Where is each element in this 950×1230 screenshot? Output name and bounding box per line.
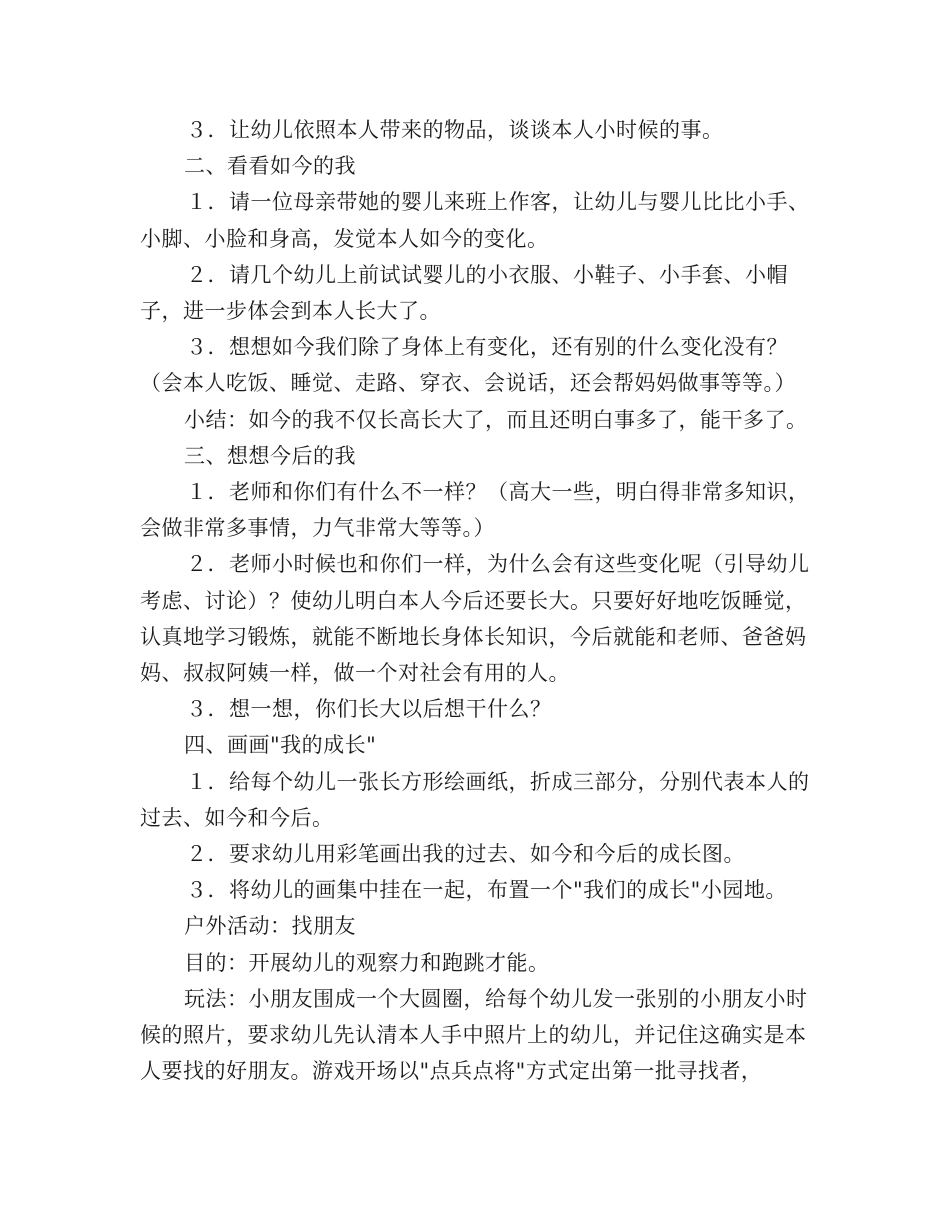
paragraph-gameplay: 玩法：小朋友围成一个大圆圈，给每个幼儿发一张别的小朋友小时候的照片，要求幼儿先认清本人手中照片上的幼儿，并记住这确实是本人要找的好朋友。游戏开场以"点兵点将"方式定出第一批寻找者， (140, 986, 808, 1084)
paragraph-step-1-teacher-difference: １．老师和你们有什么不一样？（高大一些，明白得非常多知识，会做非常多事情，力气非常大等等。） (140, 480, 810, 541)
paragraph-step-3-future-wish: ３．想一想，你们长大以后想干什么？ (186, 697, 552, 722)
section-heading-future: 三、想想今后的我 (184, 443, 356, 468)
document-body (140, 112, 820, 1089)
paragraph-step-1-paper: １．给每个幼儿一张长方形绘画纸，折成三部分，分别代表本人的过去、如今和今后。 (140, 769, 810, 830)
section-heading-now: 二、看看如今的我 (184, 154, 356, 179)
paragraph-step-3-other-changes: ３．想想如今我们除了身体上有变化，还有别的什么变化没有？（会本人吃饭、睡觉、走路、穿衣、会说话，还会帮妈妈做事等等。） (140, 335, 796, 396)
section-heading-outdoor: 户外活动：找朋友 (184, 914, 356, 939)
section-heading-drawing: 四、画画"我的成长" (184, 733, 377, 758)
paragraph-step-1-baby-visit: １．请一位母亲带她的婴儿来班上作客，让幼儿与婴儿比比小手、小脚、小脸和身高，发觉本人如今的变化。 (140, 190, 810, 251)
paragraph-purpose: 目的：开展幼儿的观察力和跑跳才能。 (184, 950, 550, 975)
paragraph-step-2-growth-discussion: ２．老师小时候也和你们一样，为什么会有这些变化呢（引导幼儿考虑、讨论）？使幼儿明白本人今后还要长大。只要好好地吃饭睡觉，认真地学习锻炼，就能不断地长身体长知识，今后就能和老师、爸爸妈妈、叔叔阿姨一样，做一个对社会有用的人。 (140, 552, 810, 686)
paragraph-summary: 小结：如今的我不仅长高长大了，而且还明白事多了，能干多了。 (184, 407, 808, 432)
paragraph-step-3-display: ３．将幼儿的画集中挂在一起，布置一个"我们的成长"小园地。 (186, 878, 787, 903)
paragraph-step-2-draw: ２．要求幼儿用彩笔画出我的过去、如今和今后的成长图。 (186, 842, 745, 867)
paragraph-step-3-share-items: ３．让幼儿依照本人带来的物品，谈谈本人小时候的事。 (186, 118, 724, 142)
paragraph-step-2-try-clothes: ２．请几个幼儿上前试试婴儿的小衣服、小鞋子、小手套、小帽子，进一步体会到本人长大了。 (140, 262, 788, 324)
